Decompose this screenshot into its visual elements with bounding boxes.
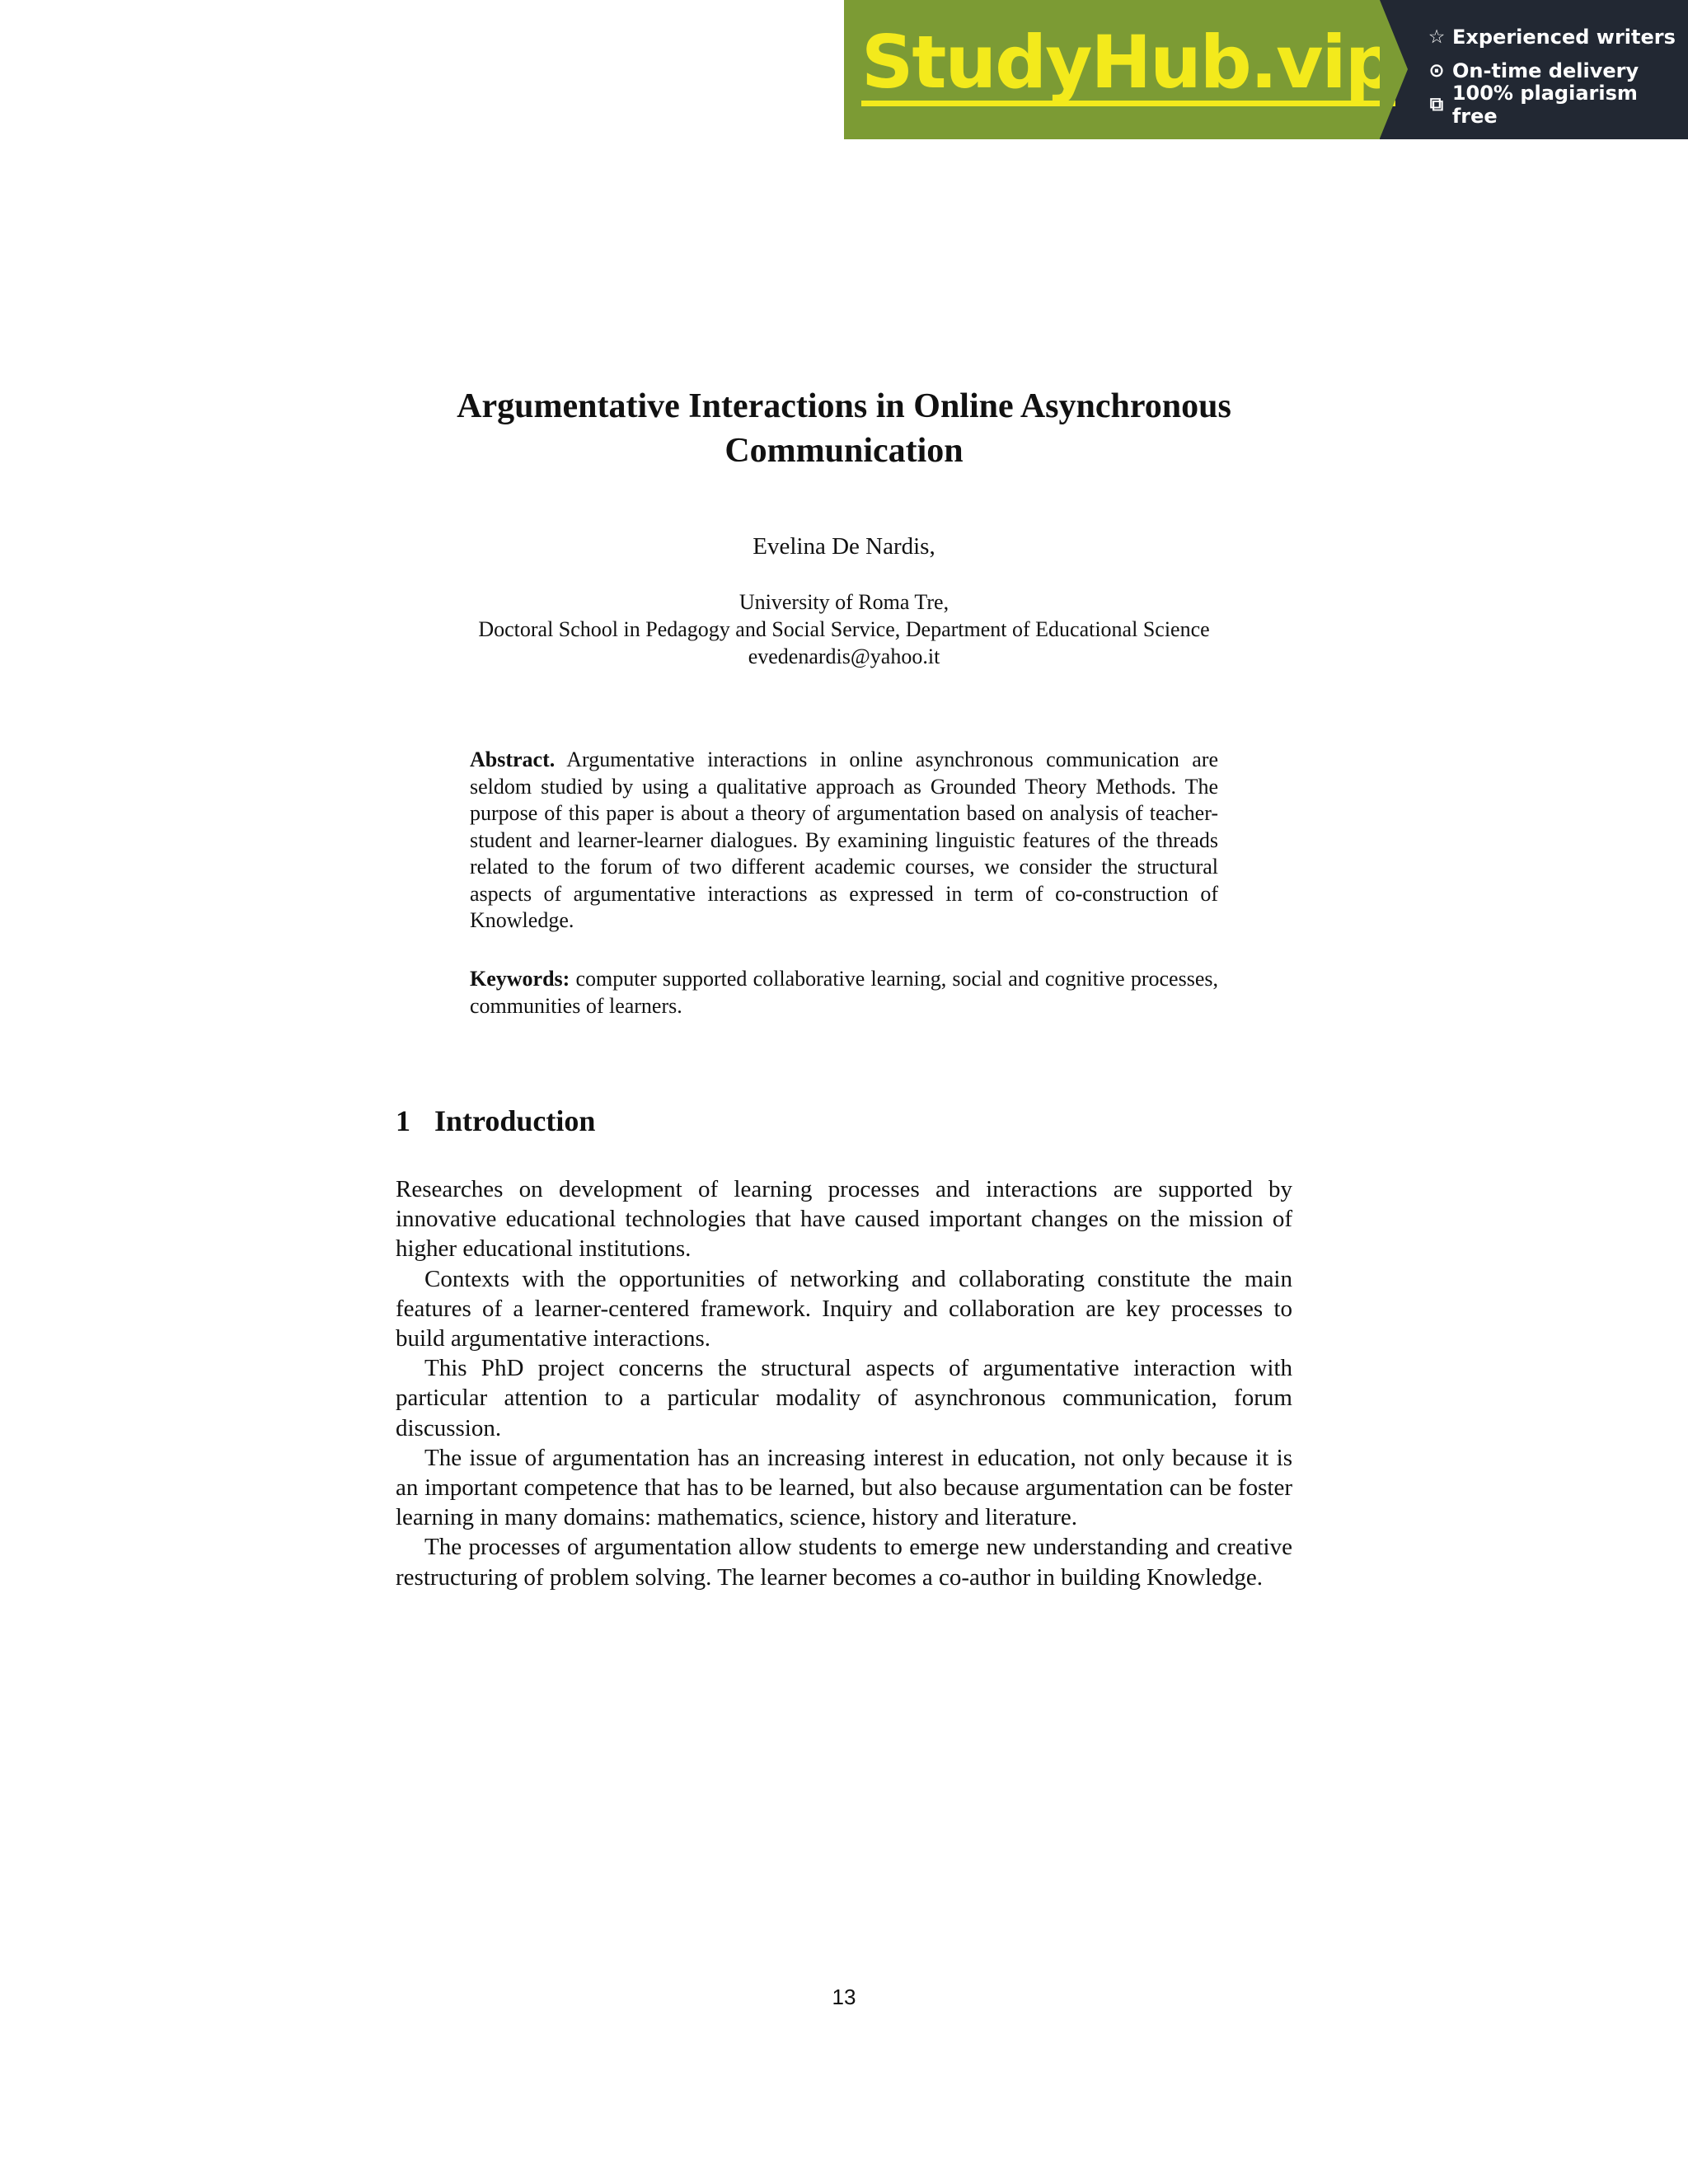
abstract-label: Abstract. (470, 748, 556, 771)
studyhub-ad-banner[interactable] (844, 0, 1688, 139)
abstract (470, 747, 1218, 935)
banner-logo-panel (844, 0, 1395, 139)
paper-title-line-1: Argumentative Interactions in Online Asynchronous (457, 387, 1231, 425)
clock-icon: ⊙ (1428, 59, 1445, 82)
abstract-text: Argumentative interactions in online asynchronous communication are seldom studied by using a qualitative approach as Grounded Theory Methods. The purpose of this paper is about a theory of argumentation based on analysis of teacher-student and learner-learner dialogues. By examining linguistic features of the threads related to the forum of two different academic courses, we consider the structural aspects of argumentative interactions as expressed in term of co-construction of Knowledge. (470, 748, 1218, 932)
feature-label: Experienced writers (1452, 25, 1676, 49)
section-title: Introduction (434, 1104, 596, 1137)
section-number: 1 (396, 1104, 410, 1137)
paper-title-line-2: Communication (724, 432, 964, 470)
paragraph: This PhD project concerns the structural aspects of argumentative interaction with particular attention to a particular modality of asynchronous communication, forum discussion. (396, 1355, 1292, 1441)
banner-arrow-shape (1380, 0, 1408, 138)
paragraph: Researches on development of learning processes and interactions are supported by innovative educational technologies that have caused important changes on the mission of higher educational institutions. (396, 1176, 1292, 1263)
keywords-label: Keywords: (470, 967, 570, 991)
paper-title (396, 384, 1292, 473)
author-name: Evelina De Nardis, (753, 533, 935, 560)
affiliation-university: University of Roma Tre, (738, 590, 950, 614)
keywords (470, 966, 1218, 1019)
keywords-text: computer supported collaborative learning, social and cognitive processes, communities of learners. (470, 967, 1218, 1018)
introduction-body (396, 1174, 1292, 1592)
feature-label: 100% plagiarism free (1451, 81, 1638, 128)
feature-label: On-time delivery (1452, 59, 1639, 82)
affiliation-block (396, 588, 1292, 670)
paragraph: The processes of argumentation allow students to emerge new understanding and creative restructuring of problem solving. The learner becomes a co-author in building Knowledge. (396, 1534, 1292, 1591)
section-heading-introduction (396, 1103, 595, 1139)
star-outline-icon: ☆ (1428, 26, 1446, 48)
page-number: 13 (832, 1985, 856, 2009)
affiliation-department: Doctoral School in Pedagogy and Social Service, Department of Educational Science (478, 617, 1210, 641)
banner-features-panel (1380, 0, 1688, 139)
paragraph: The issue of argumentation has an increasing interest in education, not only because it is an important competence that has to be learned, but also because argumentation can be foster learning in many domains: mathematics, science, history and literature. (396, 1444, 1292, 1531)
author-email: evedenardis@yahoo.it (748, 644, 940, 668)
feature-plagiarism-free (1426, 81, 1688, 128)
paragraph: Contexts with the opportunities of networking and collaborating constitute the main features of a learner-centered framework. Inquiry and collaboration are key processes to build argumentative interactions. (396, 1265, 1292, 1352)
studyhub-logo: StudyHub.vip (861, 20, 1395, 105)
feature-experienced-writers (1426, 20, 1688, 54)
copy-document-icon: ⧉ (1429, 93, 1444, 115)
